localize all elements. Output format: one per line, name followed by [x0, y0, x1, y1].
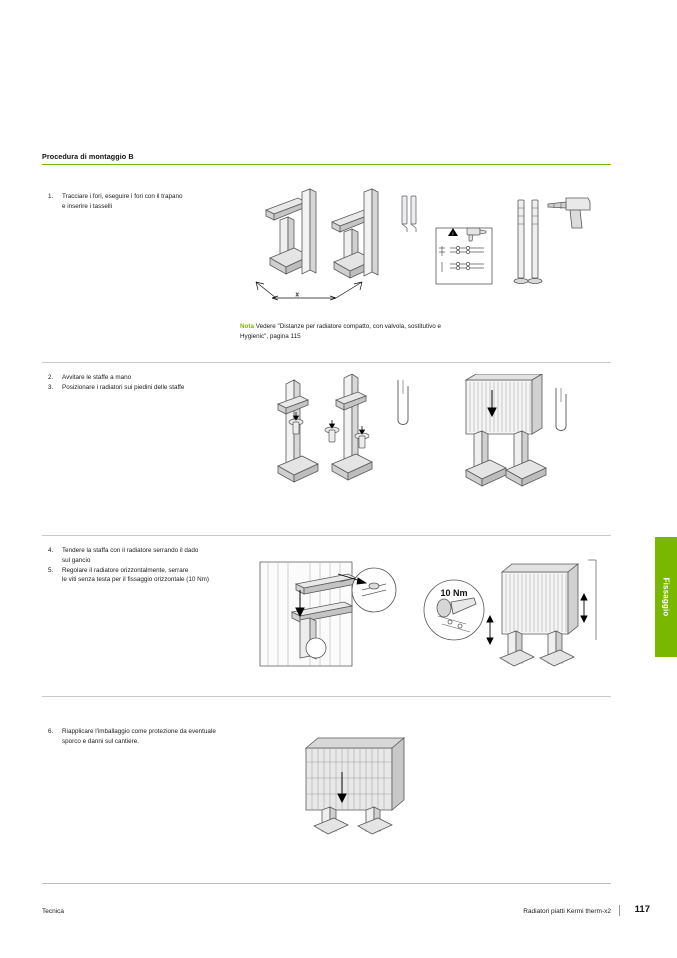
step-text-line: le viti senza testa per il fissaggio orizzontale (10 Nm) [62, 576, 209, 584]
note-text: Vedere "Distanze per radiatore compatto, con valvola, sostitutivo e Hygienic", pagina 115 [240, 323, 442, 340]
section-header [42, 152, 611, 165]
step-item [48, 546, 243, 566]
step-number: 1. [48, 193, 54, 200]
step-item [48, 373, 233, 383]
step-text-line: sporco e danni sul cantiere. [62, 737, 140, 745]
side-tab-label: Fissaggio [661, 577, 671, 617]
step-text [62, 546, 243, 566]
step-text-line: e inserire i tasselli [62, 202, 113, 210]
footer-right-text: Radiatori piatti Kermi therm-x2 [523, 908, 611, 915]
note-block [240, 322, 445, 342]
step-number: 4. [48, 547, 54, 554]
step-text [62, 727, 253, 747]
svg-text:!: ! [452, 232, 454, 239]
section-rule-green [42, 164, 611, 165]
step-text-line: Riapplicare l'imballaggio come protezione da eventuale [62, 728, 216, 735]
side-tab-fissaggio [655, 537, 677, 657]
step-item [48, 192, 228, 212]
step-list-group4 [48, 727, 253, 747]
footer-divider [42, 883, 611, 884]
step-text: Posizionare i radiatori sui piedini delle staffe [62, 383, 185, 391]
step-text-line: sul gancio [62, 556, 91, 564]
step-text-line: Tendere la staffa con il radiatore serrando il dado [62, 547, 199, 554]
divider-3 [42, 696, 611, 697]
footer-left-text: Tecnica [42, 908, 65, 915]
step-text-line: Regolare il radiatore orizzontalmente, serrare [62, 566, 189, 574]
step-number: 2. [48, 374, 54, 381]
svg-text:x: x [296, 292, 299, 298]
footer-separator [619, 905, 620, 916]
step-text: Avvitare le staffe a mano [62, 374, 132, 381]
step-text [62, 192, 228, 212]
step-item [48, 727, 253, 747]
figure-tighten-bracket [252, 556, 612, 681]
step-number: 6. [48, 728, 54, 735]
step-item [48, 566, 243, 586]
divider-2 [42, 535, 611, 536]
torque-callout-label: 10 Nm [440, 588, 468, 598]
step-list-group1 [48, 192, 228, 212]
step-text-line: Tracciare i fori, eseguire i fori con il trapano [62, 193, 183, 200]
figure-repackaging [280, 728, 480, 848]
page-number: 117 [634, 904, 650, 915]
note-label: Nota [240, 323, 254, 330]
step-list-group2 [48, 373, 233, 393]
section-title: Procedura di montaggio B [42, 152, 134, 161]
step-item [48, 383, 233, 393]
figure-drill-marking [236, 186, 596, 316]
step-list-group3 [48, 546, 243, 585]
step-text [62, 566, 243, 586]
step-number: 3. [48, 383, 54, 391]
figure-mount-brackets [270, 374, 570, 514]
step-number: 5. [48, 566, 54, 574]
divider-1 [42, 362, 611, 363]
